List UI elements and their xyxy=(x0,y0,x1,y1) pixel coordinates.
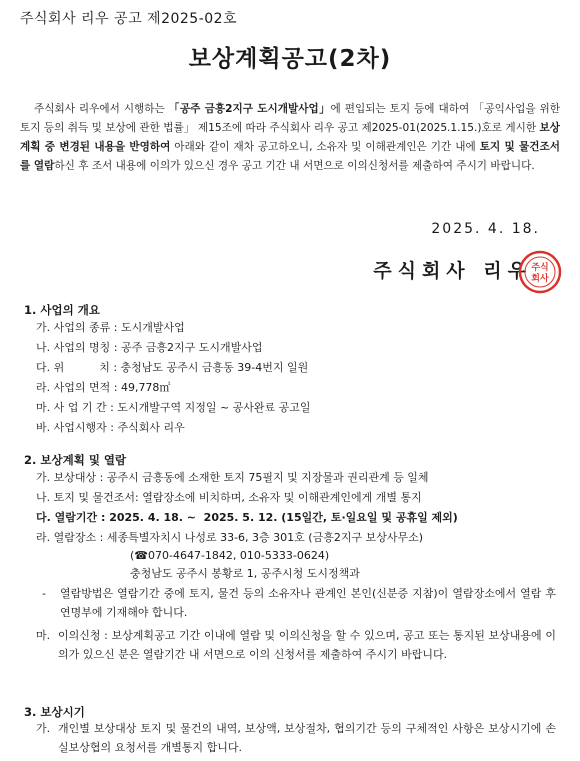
notice-date: 2025. 4. 18. xyxy=(431,221,540,237)
section-1-heading: 1. 사업의 개요 xyxy=(24,303,100,317)
timing-mark: 가. xyxy=(36,722,51,735)
section-1-row: 바. 사업시행자 : 주식회사 리우 xyxy=(36,421,185,434)
page-title: 보상계획공고(2차) xyxy=(188,46,392,72)
viewing-method-text: 열람방법은 열람기간 중에 토지, 물건 등의 소유자나 관계인 본인(신분증 지참)이 열람장소에서 열람 후 연명부에 기재해야 합니다. xyxy=(60,587,556,619)
section-1-row: 가. 사업의 종류 : 도시개발사업 xyxy=(36,321,185,334)
intro-text-1: 주식회사 리우에서 시행하는 xyxy=(34,103,169,115)
survey-document: 나. 토지 및 물건조서: 열람장소에 비치하며, 소유자 및 이해관계인에게 개별 통지 xyxy=(36,491,422,504)
objection-mark: 마. xyxy=(36,629,51,642)
method-dash: - xyxy=(42,587,46,600)
project-name: 「공주 금흥2지구 도시개발사업」 xyxy=(168,103,331,115)
viewing-period: 다. 열람기간 : 2025. 4. 18. ~ 2025. 5. 12. (15일간, 토·일요일 및 공휴일 제외) xyxy=(36,511,458,524)
company-name: 주식회사 리우 xyxy=(373,260,532,282)
intro-text-2: 에 편입되는 토지 등에 대하여 「공익사업을 위한 토지 등의 취득 및 보상에 관한 법률」 제15조에 따라 주식회사 리우 공고 제2025-01(2025.1.15.)호로 게시한 xyxy=(20,103,561,134)
timing-text: 개인별 보상대상 토지 및 물건의 내역, 보상액, 보상절차, 협의기간 등의 구체적인 사항은 보상시기에 손실보상협의 요청서를 개별통지 합니다. xyxy=(58,722,556,754)
viewing-place-2: 충청남도 공주시 봉황로 1, 공주시청 도시정책과 xyxy=(130,567,360,580)
change-note: 보상계획 중 변경된 내용을 반영하여 xyxy=(20,122,560,153)
section-1-row: 라. 사업의 면적 : 49,778㎡ xyxy=(36,381,171,394)
intro-text-4: 하신 후 조서 내용에 이의가 있으신 경우 공고 기간 내 서면으로 이의신청서를 제출하여 주시기 바랍니다. xyxy=(54,160,535,172)
objection-text: 이의신청 : 보상계획공고 기간 이내에 열람 및 이의신청을 할 수 있으며, 공고 또는 통지된 보상내용에 이의가 있으신 분은 열람기간 내 서면으로 이의 신청서를 제출하여 주시기 바랍니다. xyxy=(58,629,556,661)
seal-text-bottom: 회사 xyxy=(531,274,549,284)
section-3-heading: 3. 보상시기 xyxy=(24,705,85,719)
section-2-heading: 2. 보상계획 및 열람 xyxy=(24,453,127,467)
viewing-method xyxy=(42,584,556,622)
notice-number: 주식회사 리우 공고 제2025-02호 xyxy=(20,11,238,27)
compensation-timing xyxy=(36,719,556,757)
objection xyxy=(36,626,556,664)
company-seal-icon xyxy=(518,250,562,294)
section-1-row: 다. 위 치 : 충청남도 공주시 금흥동 39-4번지 일원 xyxy=(36,361,309,374)
intro-text-3: 아래와 같이 재차 공고하오니, 소유자 및 이해관계인은 기간 내에 xyxy=(170,141,480,153)
section-1-row: 마. 사 업 기 간 : 도시개발구역 지정일 ~ 공사완료 공고일 xyxy=(36,401,311,414)
seal-text-top: 주식 xyxy=(531,263,549,273)
intro-paragraph xyxy=(20,100,560,176)
viewing-place: 라. 열람장소 : 세종특별자치시 나성로 33-6, 3층 301호 (금흥2지구 보상사무소) xyxy=(36,531,423,544)
section-1-row: 나. 사업의 명칭 : 공주 금흥2지구 도시개발사업 xyxy=(36,341,263,354)
compensation-target: 가. 보상대상 : 공주시 금흥동에 소재한 토지 75필지 및 지장물과 권리관계 등 일체 xyxy=(36,471,429,484)
viewing-place-phone: (☎070-4647-1842, 010-5333-0624) xyxy=(130,549,330,562)
survey-note: 토지 및 물건조서를 열람 xyxy=(20,141,560,172)
